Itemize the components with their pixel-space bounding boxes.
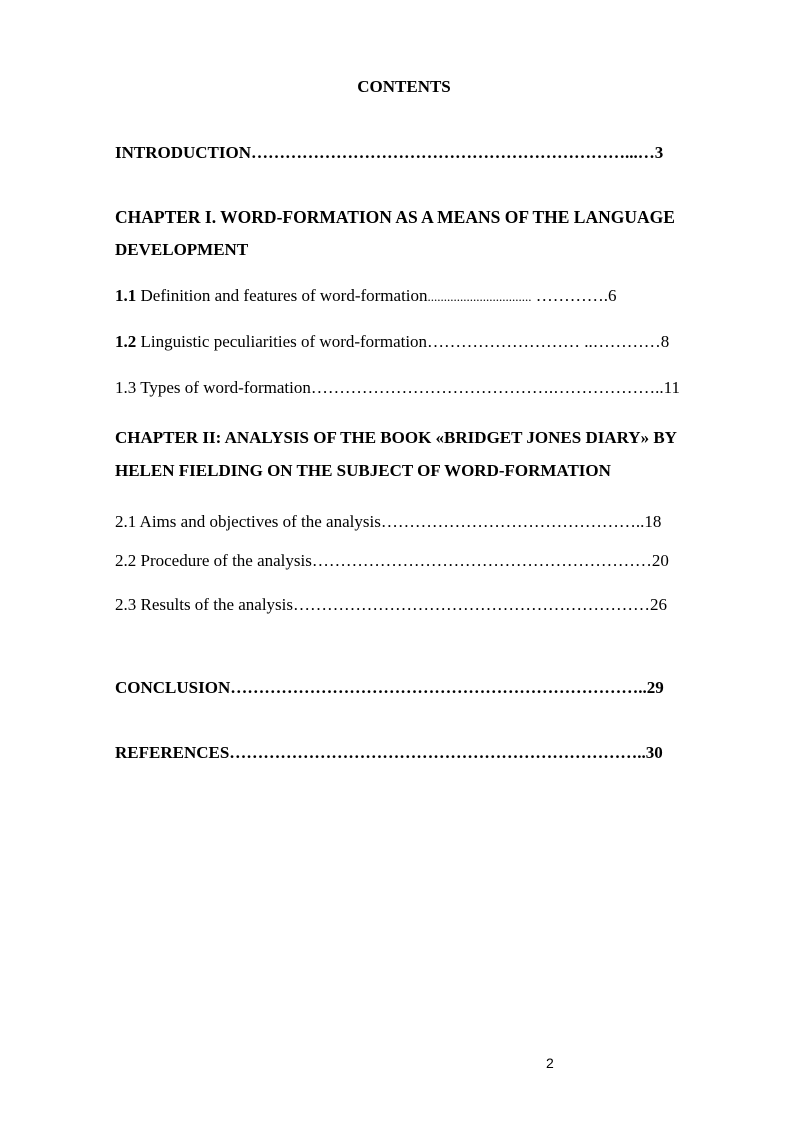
contents-title: CONTENTS	[357, 77, 451, 96]
toc-item-text: Linguistic peculiarities of word-formation……………………… ..…………8	[136, 332, 670, 351]
toc-item-2-3: 2.3 Results of the analysis………………………………………………………26	[115, 595, 668, 614]
toc-item-text: Definition and features of word-formation	[136, 286, 428, 305]
toc-item-1-1	[115, 286, 617, 307]
toc-conclusion: CONCLUSION………………………………………………………………..29	[115, 678, 664, 697]
toc-references: REFERENCES………………………………………………………………..30	[115, 743, 663, 762]
toc-item-dots: ................................	[427, 289, 532, 304]
toc-item-1-3: 1.3 Types of word-formation…………………………………….………………..11	[115, 378, 680, 397]
toc-item-2-1: 2.1 Aims and objectives of the analysis………………………………………..18	[115, 512, 662, 531]
page-number: 2	[546, 1055, 554, 1071]
chapter1-heading-line2: DEVELOPMENT	[115, 240, 249, 259]
chapter2-heading-line1: CHAPTER II: ANALYSIS OF THE BOOK «BRIDGET JONES DIARY» BY	[115, 428, 677, 447]
chapter1-heading-line1: CHAPTER I. WORD-FORMATION AS A MEANS OF THE LANGUAGE	[115, 207, 675, 227]
toc-item-number: 1.2	[115, 332, 137, 351]
toc-item-1-2	[115, 332, 669, 352]
toc-item-2-2: 2.2 Procedure of the analysis……………………………………………………20	[115, 551, 669, 570]
toc-item-number: 1.1	[115, 286, 137, 305]
toc-introduction: INTRODUCTION…………………………………………………………...…3	[115, 143, 664, 162]
toc-item-page: ………….6	[531, 286, 617, 305]
chapter2-heading-line2: HELEN FIELDING ON THE SUBJECT OF WORD-FORMATION	[115, 461, 611, 480]
